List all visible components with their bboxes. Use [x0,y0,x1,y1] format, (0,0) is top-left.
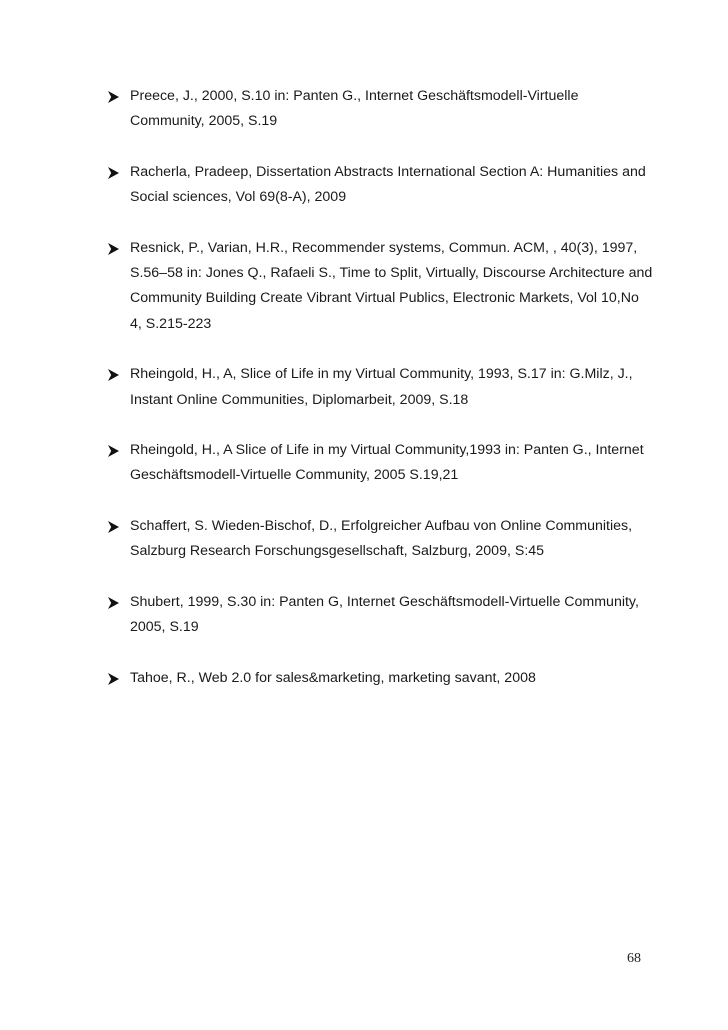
reference-text: Racherla, Pradeep, Dissertation Abstracts International Section A: Humanities and Social sciences, Vol 69(8-A), 2009 [130,163,646,206]
reference-text: Preece, J., 2000, S.10 in: Panten G., Internet Geschäftsmodell-Virtuelle Community, 2005, S.19 [130,88,579,130]
reference-text: Shubert, 1999, S.30 in: Panten G, Internet Geschäftsmodell-Virtuelle Community, 2005, S.19 [130,593,639,636]
reference-item [108,514,653,565]
arrowhead-bullet-icon [108,590,122,615]
arrowhead-bullet-icon [108,236,122,261]
arrowhead-bullet-icon [108,438,122,463]
reference-item [108,160,653,211]
page-number: 68 [627,951,641,966]
arrowhead-bullet-icon [108,514,122,539]
arrowhead-bullet-icon [108,362,122,387]
reference-item [108,590,653,641]
reference-item [108,84,653,135]
arrowhead-bullet-icon [108,666,122,691]
reference-list [108,84,653,716]
reference-text: Tahoe, R., Web 2.0 for sales&marketing, marketing savant, 2008 [130,669,536,686]
reference-item [108,438,653,489]
reference-text: Rheingold, H., A Slice of Life in my Virtual Community,1993 in: Panten G., Internet Geschäftsmodell-Virtuelle Community, 2005 S.19,21 [130,442,644,484]
reference-item [108,362,653,413]
arrowhead-bullet-icon [108,160,122,185]
reference-text: Schaffert, S. Wieden-Bischof, D., Erfolgreicher Aufbau von Online Communities, Salzburg Research Forschungsgesellschaft, Salzburg, 2009, S:45 [130,517,633,560]
reference-item [108,236,653,338]
reference-text: Rheingold, H., A, Slice of Life in my Virtual Community, 1993, S.17 in: G.Milz, J., Instant Online Communities, Diplomarbeit, 2009, S.18 [130,366,633,408]
reference-text: Resnick, P., Varian, H.R., Recommender systems, Commun. ACM, , 40(3), 1997, S.56–58 in: Jones Q., Rafaeli S., Time to Split, Virtually, Discourse Architecture and Community Building Create Vibrant Virtual Publics, Electronic Markets, Vol 10,No 4, S.215-223 [130,239,653,332]
reference-item [108,666,653,691]
arrowhead-bullet-icon [108,84,122,109]
